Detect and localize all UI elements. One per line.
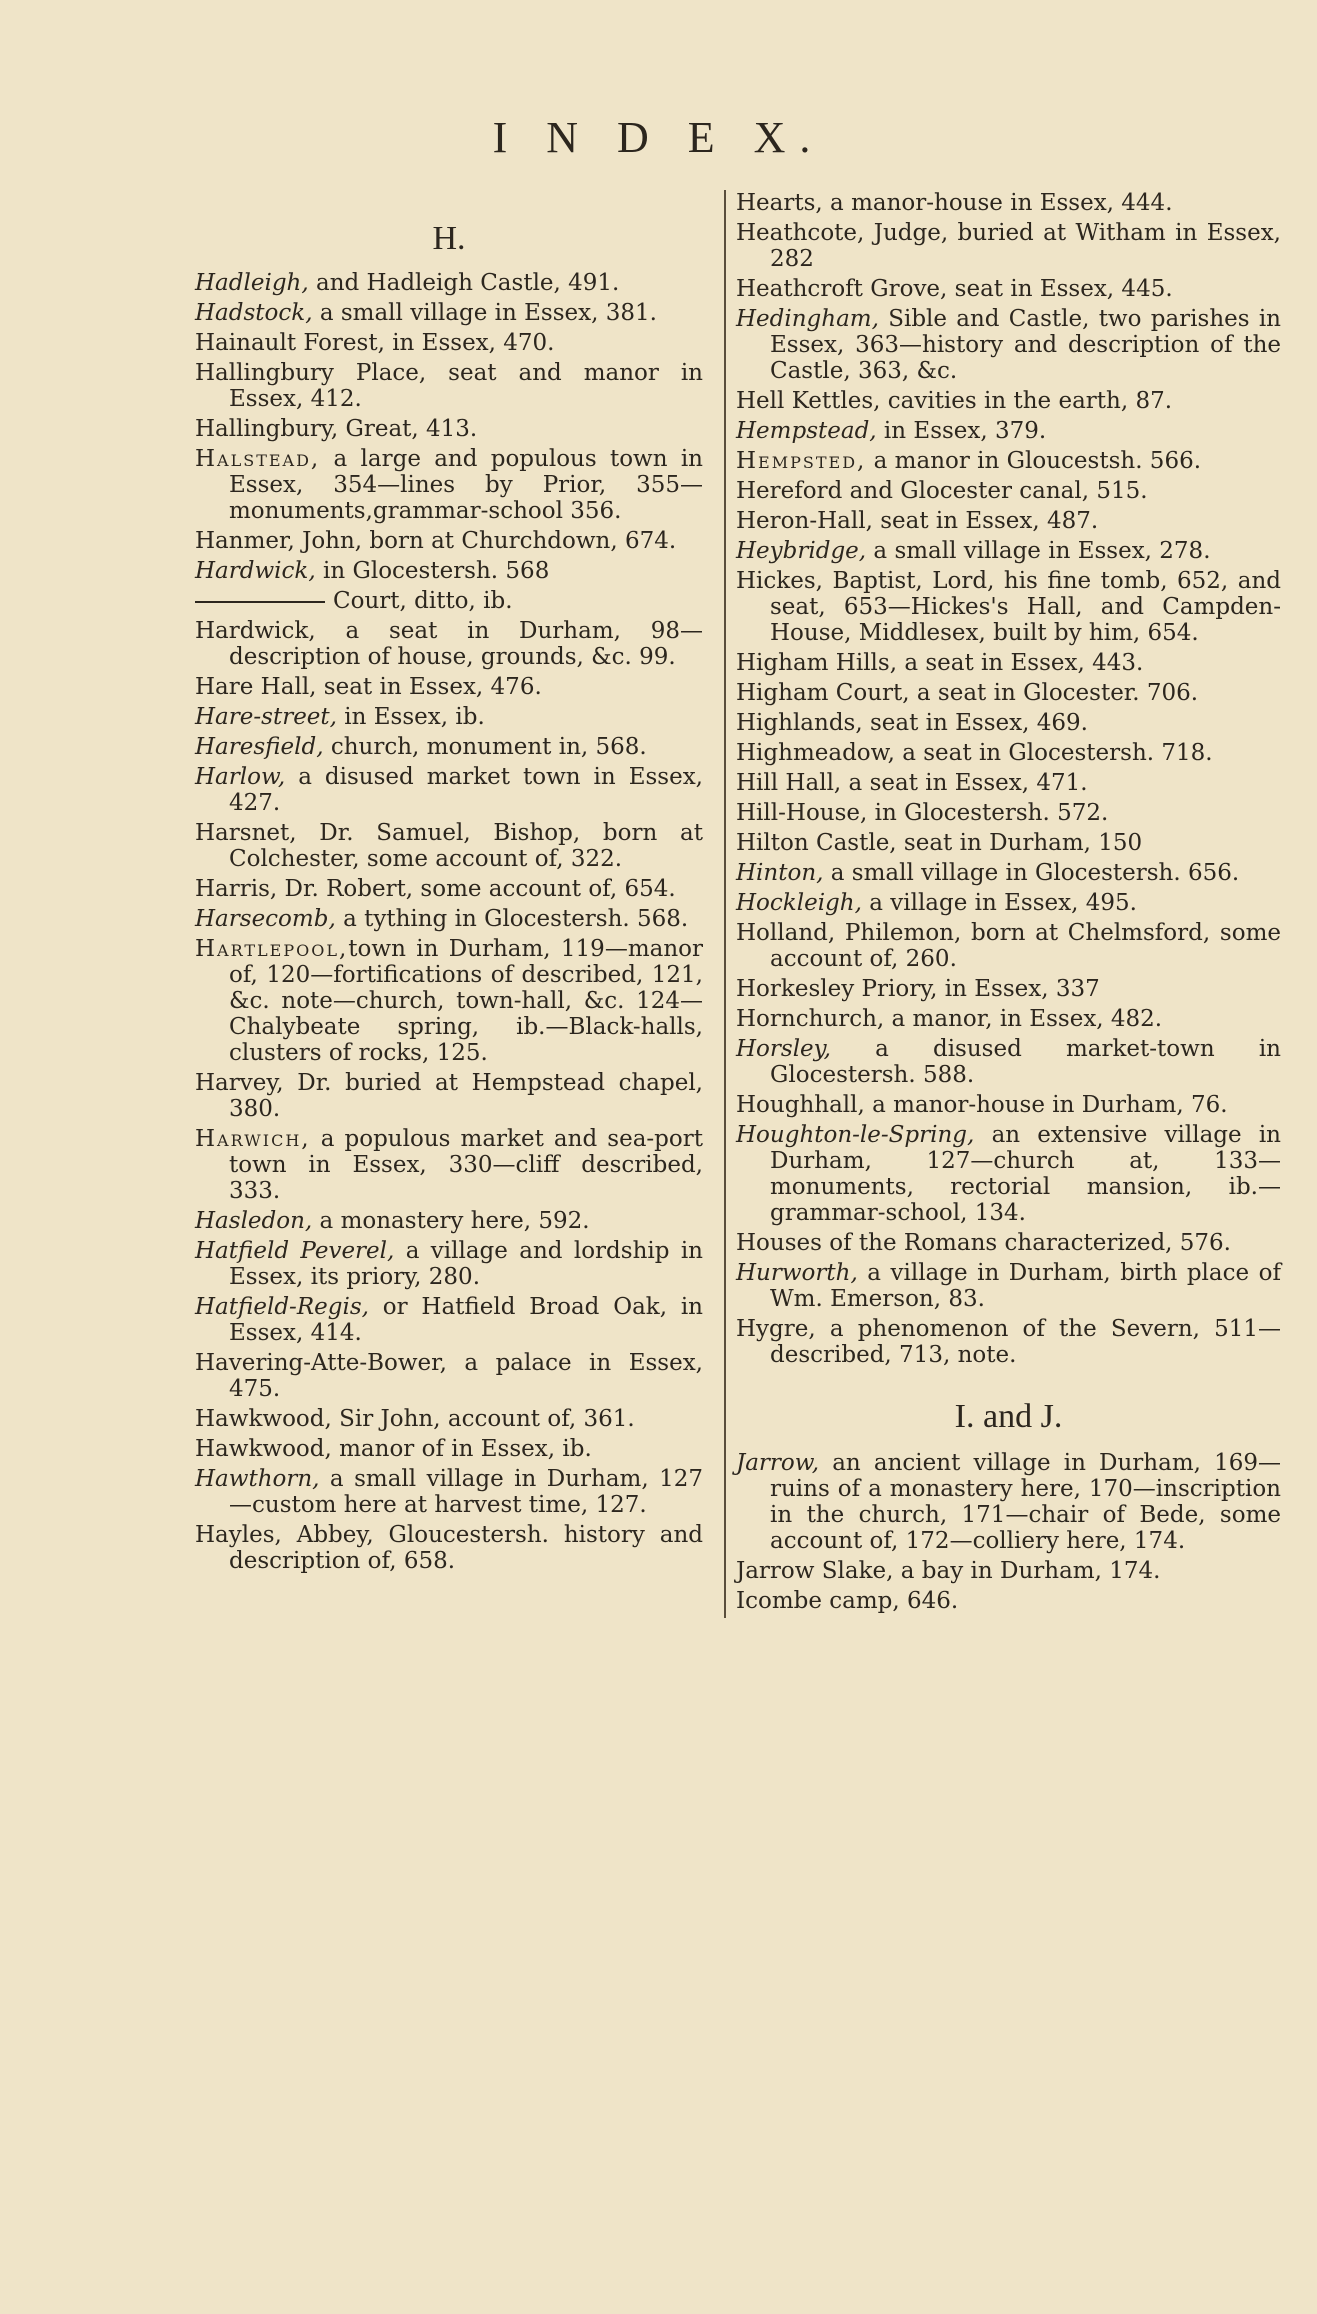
index-entry: [736, 920, 1281, 972]
entry-headword: Hawthorn,: [195, 1466, 320, 1492]
entry-headword: Hedingham,: [736, 306, 879, 332]
entry-text: Houghhall, a manor-house in Durham, 76.: [736, 1092, 1228, 1118]
entry-text: a large and populous town in Essex, 354—lines by Prior, 355—monuments,grammar-school 356.: [229, 446, 703, 524]
index-entry: [736, 1558, 1281, 1584]
entry-text: Havering-Atte-Bower, a palace in Essex, 475.: [195, 1350, 703, 1402]
entry-text: Harsnet, Dr. Samuel, Bishop, born at Colchester, some account of, 322.: [195, 820, 703, 872]
index-entry: [736, 276, 1281, 302]
entry-text: Hill-House, in Glocestersh. 572.: [736, 800, 1109, 826]
entry-text: Sible and Castle, two parishes in Essex, 363—history and description of the Castle, 363, &c.: [770, 306, 1281, 384]
index-entry: [195, 704, 703, 730]
entry-text: Heathcote, Judge, buried at Witham in Essex, 282: [736, 220, 1281, 272]
index-entry: [736, 388, 1281, 414]
index-entry: [195, 360, 703, 412]
index-entry: [736, 1260, 1281, 1312]
index-entry: [736, 860, 1281, 886]
entry-headword: Harlow,: [195, 764, 286, 790]
page-title: I N D E X.: [492, 113, 825, 162]
entry-headword: Hare-street,: [195, 704, 337, 730]
entry-headword: Hempstead,: [736, 418, 877, 444]
entry-headword: Halstead,: [195, 446, 321, 472]
index-entry: [195, 1208, 703, 1234]
index-entry: [195, 1350, 703, 1402]
entry-headword: Hatfield Peverel,: [195, 1238, 395, 1264]
entry-text: Icombe camp, 646.: [736, 1588, 959, 1614]
entry-text: Hawkwood, Sir John, account of, 361.: [195, 1406, 635, 1432]
index-entry: [736, 1092, 1281, 1118]
index-entry: [195, 300, 703, 326]
entry-headword: Hasledon,: [195, 1208, 313, 1234]
section-heading-i-and-j: I. and J.: [954, 1398, 1063, 1435]
index-entry: [736, 568, 1281, 646]
entry-text: Harvey, Dr. buried at Hempstead chapel, 380.: [195, 1070, 703, 1122]
entry-text: a small village in Glocestersh. 656.: [823, 860, 1240, 886]
index-entry: [736, 1230, 1281, 1256]
right-entry-list-2: [736, 1450, 1281, 1614]
entry-headword: Heybridge,: [736, 538, 867, 564]
index-entry: [195, 764, 703, 816]
entry-text: Court, ditto, ib.: [333, 588, 513, 614]
index-entry: [736, 830, 1281, 856]
entry-headword: Hardwick,: [195, 558, 316, 584]
entry-text: Harris, Dr. Robert, some account of, 654.: [195, 876, 676, 902]
index-entry: [736, 220, 1281, 272]
entry-text: Hallingbury Place, seat and manor in Essex, 412.: [195, 360, 703, 412]
index-entry: [195, 1436, 703, 1462]
entry-text: Heathcroft Grove, seat in Essex, 445.: [736, 276, 1173, 302]
index-entry: [736, 190, 1281, 216]
entry-text: Hill Hall, a seat in Essex, 471.: [736, 770, 1088, 796]
index-entry: [736, 448, 1281, 474]
entry-text: Hawkwood, manor of in Essex, ib.: [195, 1436, 592, 1462]
index-entry: [736, 710, 1281, 736]
entry-text: a manor in Gloucestsh. 566.: [866, 448, 1202, 474]
index-entry: [195, 588, 703, 614]
index-entry: [195, 674, 703, 700]
entry-text: Hardwick, a seat in Durham, 98—description of house, grounds, &c. 99.: [195, 618, 703, 670]
entry-headword: Harsecomb,: [195, 906, 336, 932]
entry-text: Hornchurch, a manor, in Essex, 482.: [736, 1006, 1163, 1032]
entry-text: a disused market town in Essex, 427.: [229, 764, 703, 816]
index-entry: [736, 890, 1281, 916]
entry-text: in Essex, ib.: [336, 704, 485, 730]
entry-headword: Hatfield-Regis,: [195, 1294, 369, 1320]
index-entry: [195, 558, 703, 584]
index-entry: [736, 976, 1281, 1002]
entry-headword: Jarrow,: [736, 1450, 820, 1476]
entry-headword: Harwich,: [195, 1126, 311, 1152]
entry-text: Hayles, Abbey, Gloucestersh. history and description of, 658.: [195, 1522, 703, 1574]
entry-text: in Essex, 379.: [876, 418, 1047, 444]
index-entry: [736, 508, 1281, 534]
entry-text: Hygre, a phenomenon of the Severn, 511—described, 713, note.: [736, 1316, 1281, 1368]
entry-text: Holland, Philemon, born at Chelmsford, some account of, 260.: [736, 920, 1281, 972]
entry-headword: Hockleigh,: [736, 890, 862, 916]
entry-text: Hickes, Baptist, Lord, his fine tomb, 652, and seat, 653—Hickes's Hall, and Campden-House, Middlesex, built by him, 654.: [736, 568, 1281, 646]
index-entry: [195, 446, 703, 524]
index-entry: [195, 876, 703, 902]
entry-text: Higham Court, a seat in Glocester. 706.: [736, 680, 1199, 706]
entry-headword: Hadleigh,: [195, 270, 309, 296]
entry-text: Hereford and Glocester canal, 515.: [736, 478, 1148, 504]
entry-text: Jarrow Slake, a bay in Durham, 174.: [736, 1558, 1161, 1584]
index-entry: [736, 740, 1281, 766]
entry-headword: Horsley,: [736, 1036, 831, 1062]
index-entry: [736, 1006, 1281, 1032]
index-entry: [736, 650, 1281, 676]
index-entry: [195, 270, 703, 296]
entry-text: or Hatfield Broad Oak, in Essex, 414.: [229, 1294, 703, 1346]
index-entry: [195, 820, 703, 872]
index-entry: [195, 936, 703, 1066]
entry-text: an extensive village in Durham, 127—church at, 133—monuments, rectorial mansion, ib.—grammar-school, 134.: [770, 1122, 1281, 1226]
entry-headword: Hartlepool,: [195, 936, 349, 962]
index-entry: [195, 1466, 703, 1518]
index-entry: [195, 330, 703, 356]
entry-text: town in Durham, 119—manor of, 120—fortifications of described, 121, &c. note—church, town-hall, &c. 124—Chalybeate spring, ib.—Black-halls, clusters of rocks, 125.: [229, 936, 703, 1066]
index-entry: [736, 680, 1281, 706]
index-entry: [195, 1070, 703, 1122]
index-entry: [195, 1406, 703, 1432]
entry-text: Hearts, a manor-house in Essex, 444.: [736, 190, 1173, 216]
entry-headword: Haresfield,: [195, 734, 324, 760]
entry-text: Hilton Castle, seat in Durham, 150: [736, 830, 1143, 856]
entry-text: a disused market-town in Glocestersh. 588.: [770, 1036, 1281, 1088]
entry-text: an ancient village in Durham, 169—ruins of a monastery here, 170—inscription in the church, 171—chair of Bede, some account of, 172—colliery here, 174.: [770, 1450, 1281, 1554]
entry-text: Hare Hall, seat in Essex, 476.: [195, 674, 542, 700]
entry-headword: Houghton-le-Spring,: [736, 1122, 975, 1148]
entry-text: in Glocestersh. 568: [315, 558, 550, 584]
right-entry-list: [736, 190, 1281, 1368]
entry-text: a populous market and sea-port town in Essex, 330—cliff described, 333.: [229, 1126, 703, 1204]
entry-text: church, monument in, 568.: [323, 734, 647, 760]
entry-text: Horkesley Priory, in Essex, 337: [736, 976, 1100, 1002]
entry-text: a tything in Glocestersh. 568.: [335, 906, 689, 932]
index-entry: [195, 734, 703, 760]
index-entry: [736, 800, 1281, 826]
index-entry: [736, 1036, 1281, 1088]
index-entry: [195, 416, 703, 442]
entry-headword: Hadstock,: [195, 300, 313, 326]
ditto-dash: [195, 601, 325, 603]
entry-text: a small village in Durham, 127—custom here at harvest time, 127.: [229, 1466, 703, 1518]
entry-text: a village and lordship in Essex, its priory, 280.: [229, 1238, 703, 1290]
index-entry: [195, 1126, 703, 1204]
entry-text: Highlands, seat in Essex, 469.: [736, 710, 1088, 736]
index-entry: [736, 770, 1281, 796]
entry-text: Houses of the Romans characterized, 576.: [736, 1230, 1231, 1256]
index-entry: [736, 418, 1281, 444]
right-column: [724, 190, 1281, 1618]
index-entry: [736, 1450, 1281, 1554]
entry-text: a village in Essex, 495.: [861, 890, 1137, 916]
left-entry-list: [195, 270, 703, 1574]
entry-text: and Hadleigh Castle, 491.: [308, 270, 620, 296]
entry-text: Heron-Hall, seat in Essex, 487.: [736, 508, 1099, 534]
section-heading-h: H.: [432, 220, 466, 257]
index-entry: [195, 528, 703, 554]
entry-text: Hanmer, John, born at Churchdown, 674.: [195, 528, 677, 554]
entry-text: a small village in Essex, 278.: [866, 538, 1211, 564]
index-entry: [736, 1316, 1281, 1368]
index-entry: [195, 1294, 703, 1346]
entry-headword: Hempsted,: [736, 448, 867, 474]
index-entry: [736, 1122, 1281, 1226]
entry-text: Hainault Forest, in Essex, 470.: [195, 330, 555, 356]
index-entry: [736, 478, 1281, 504]
entry-text: a monastery here, 592.: [312, 1208, 590, 1234]
index-entry: [195, 906, 703, 932]
index-entry: [195, 1238, 703, 1290]
entry-text: a village in Durham, birth place of Wm. Emerson, 83.: [770, 1260, 1281, 1312]
entry-text: Hallingbury, Great, 413.: [195, 416, 478, 442]
entry-text: Higham Hills, a seat in Essex, 443.: [736, 650, 1144, 676]
left-column: [195, 175, 703, 1578]
entry-headword: Hurworth,: [736, 1260, 858, 1286]
index-entry: [195, 618, 703, 670]
index-entry: [736, 306, 1281, 384]
entry-text: Hell Kettles, cavities in the earth, 87.: [736, 388, 1173, 414]
entry-text: Highmeadow, a seat in Glocestersh. 718.: [736, 740, 1213, 766]
entry-headword: Hinton,: [736, 860, 824, 886]
index-entry: [736, 1588, 1281, 1614]
entry-text: a small village in Essex, 381.: [312, 300, 657, 326]
index-entry: [736, 538, 1281, 564]
index-entry: [195, 1522, 703, 1574]
